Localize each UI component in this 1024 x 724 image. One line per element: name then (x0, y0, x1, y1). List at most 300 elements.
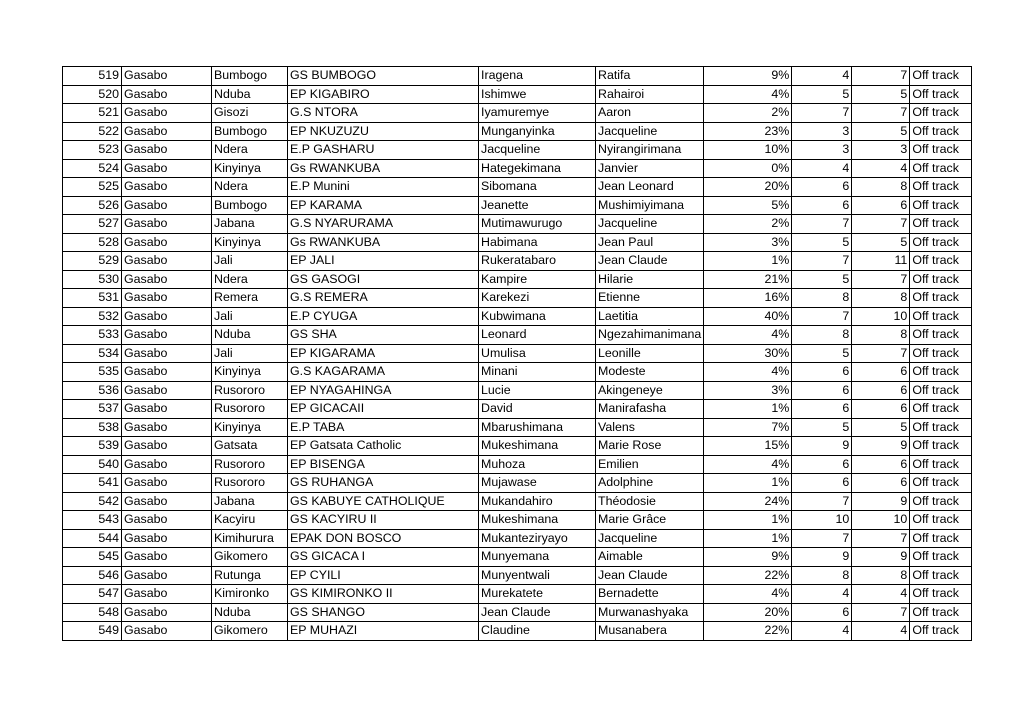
value-a-cell: 4 (792, 585, 852, 604)
row-number-cell: 521 (63, 104, 122, 123)
status-cell: Off track (910, 344, 972, 363)
last-name-cell: Mukandahiro (479, 492, 596, 511)
table-row (63, 215, 972, 234)
status-cell: Off track (910, 307, 972, 326)
sector-cell: Gikomero (212, 548, 288, 567)
district-cell: Gasabo (122, 215, 212, 234)
status-cell: Off track (910, 622, 972, 641)
table-row (63, 455, 972, 474)
status-cell: Off track (910, 252, 972, 271)
table-row (63, 622, 972, 641)
row-number-cell: 542 (63, 492, 122, 511)
row-number-cell: 523 (63, 141, 122, 160)
first-name-cell: Modeste (596, 363, 704, 382)
value-b-cell: 7 (852, 215, 910, 234)
value-b-cell: 8 (852, 326, 910, 345)
sector-cell: Jabana (212, 492, 288, 511)
last-name-cell: Leonard (479, 326, 596, 345)
value-b-cell: 7 (852, 603, 910, 622)
value-a-cell: 6 (792, 455, 852, 474)
table-row (63, 289, 972, 308)
percentage-cell: 20% (704, 603, 792, 622)
percentage-cell: 23% (704, 122, 792, 141)
percentage-cell: 22% (704, 566, 792, 585)
school-name-cell: Gs RWANKUBA (288, 159, 479, 178)
row-number-cell: 538 (63, 418, 122, 437)
first-name-cell: Jacqueline (596, 529, 704, 548)
last-name-cell: Mukeshimana (479, 511, 596, 530)
first-name-cell: Jacqueline (596, 215, 704, 234)
status-cell: Off track (910, 196, 972, 215)
row-number-cell: 525 (63, 178, 122, 197)
school-name-cell: G.S KAGARAMA (288, 363, 479, 382)
value-a-cell: 5 (792, 418, 852, 437)
school-name-cell: E.P GASHARU (288, 141, 479, 160)
row-number-cell: 533 (63, 326, 122, 345)
sector-cell: Bumbogo (212, 67, 288, 86)
value-a-cell: 7 (792, 252, 852, 271)
status-cell: Off track (910, 363, 972, 382)
last-name-cell: Kampire (479, 270, 596, 289)
table-row (63, 603, 972, 622)
school-name-cell: GS SHANGO (288, 603, 479, 622)
value-b-cell: 3 (852, 141, 910, 160)
first-name-cell: Jean Leonard (596, 178, 704, 197)
value-b-cell: 9 (852, 437, 910, 456)
district-cell: Gasabo (122, 344, 212, 363)
district-cell: Gasabo (122, 104, 212, 123)
percentage-cell: 1% (704, 529, 792, 548)
school-name-cell: G.S REMERA (288, 289, 479, 308)
value-b-cell: 5 (852, 233, 910, 252)
status-cell: Off track (910, 326, 972, 345)
table-row (63, 548, 972, 567)
last-name-cell: Sibomana (479, 178, 596, 197)
value-a-cell: 9 (792, 548, 852, 567)
table-row (63, 418, 972, 437)
school-name-cell: GS GASOGI (288, 270, 479, 289)
row-number-cell: 549 (63, 622, 122, 641)
district-cell: Gasabo (122, 474, 212, 493)
value-b-cell: 7 (852, 67, 910, 86)
percentage-cell: 15% (704, 437, 792, 456)
sector-cell: Kinyinya (212, 363, 288, 382)
row-number-cell: 534 (63, 344, 122, 363)
first-name-cell: Etienne (596, 289, 704, 308)
status-cell: Off track (910, 529, 972, 548)
school-name-cell: Gs RWANKUBA (288, 233, 479, 252)
status-cell: Off track (910, 381, 972, 400)
status-cell: Off track (910, 511, 972, 530)
school-name-cell: EP KIGARAMA (288, 344, 479, 363)
table-row (63, 326, 972, 345)
row-number-cell: 535 (63, 363, 122, 382)
first-name-cell: Ngezahimanimana (596, 326, 704, 345)
district-cell: Gasabo (122, 307, 212, 326)
row-number-cell: 522 (63, 122, 122, 141)
value-a-cell: 5 (792, 85, 852, 104)
first-name-cell: Mushimiyimana (596, 196, 704, 215)
row-number-cell: 527 (63, 215, 122, 234)
district-cell: Gasabo (122, 400, 212, 419)
first-name-cell: Jean Paul (596, 233, 704, 252)
sector-cell: Kinyinya (212, 418, 288, 437)
school-name-cell: EP BISENGA (288, 455, 479, 474)
table-row (63, 566, 972, 585)
first-name-cell: Aimable (596, 548, 704, 567)
value-a-cell: 7 (792, 492, 852, 511)
sector-cell: Jali (212, 307, 288, 326)
percentage-cell: 3% (704, 381, 792, 400)
district-cell: Gasabo (122, 492, 212, 511)
district-cell: Gasabo (122, 159, 212, 178)
status-cell: Off track (910, 603, 972, 622)
percentage-cell: 4% (704, 85, 792, 104)
row-number-cell: 520 (63, 85, 122, 104)
first-name-cell: Adolphine (596, 474, 704, 493)
sector-cell: Jabana (212, 215, 288, 234)
first-name-cell: Ratifa (596, 67, 704, 86)
value-b-cell: 6 (852, 455, 910, 474)
percentage-cell: 22% (704, 622, 792, 641)
percentage-cell: 1% (704, 400, 792, 419)
school-name-cell: EP JALI (288, 252, 479, 271)
percentage-cell: 2% (704, 215, 792, 234)
status-cell: Off track (910, 104, 972, 123)
value-a-cell: 7 (792, 104, 852, 123)
row-number-cell: 547 (63, 585, 122, 604)
table-row (63, 141, 972, 160)
first-name-cell: Leonille (596, 344, 704, 363)
percentage-cell: 7% (704, 418, 792, 437)
row-number-cell: 536 (63, 381, 122, 400)
first-name-cell: Akingeneye (596, 381, 704, 400)
last-name-cell: Hategekimana (479, 159, 596, 178)
district-cell: Gasabo (122, 141, 212, 160)
school-name-cell: E.P Munini (288, 178, 479, 197)
table-row (63, 307, 972, 326)
sector-cell: Rusororo (212, 455, 288, 474)
first-name-cell: Musanabera (596, 622, 704, 641)
row-number-cell: 537 (63, 400, 122, 419)
value-a-cell: 5 (792, 270, 852, 289)
row-number-cell: 541 (63, 474, 122, 493)
value-a-cell: 6 (792, 178, 852, 197)
value-b-cell: 7 (852, 270, 910, 289)
district-cell: Gasabo (122, 196, 212, 215)
percentage-cell: 4% (704, 455, 792, 474)
table-row (63, 511, 972, 530)
last-name-cell: Iyamuremye (479, 104, 596, 123)
last-name-cell: Munyemana (479, 548, 596, 567)
last-name-cell: Claudine (479, 622, 596, 641)
percentage-cell: 20% (704, 178, 792, 197)
school-name-cell: EP Gatsata Catholic (288, 437, 479, 456)
row-number-cell: 528 (63, 233, 122, 252)
sector-cell: Ndera (212, 270, 288, 289)
value-b-cell: 9 (852, 548, 910, 567)
last-name-cell: Karekezi (479, 289, 596, 308)
status-cell: Off track (910, 437, 972, 456)
school-name-cell: EP GICACAII (288, 400, 479, 419)
sector-cell: Kimironko (212, 585, 288, 604)
row-number-cell: 539 (63, 437, 122, 456)
sector-cell: Nduba (212, 85, 288, 104)
percentage-cell: 1% (704, 511, 792, 530)
status-cell: Off track (910, 215, 972, 234)
last-name-cell: Mujawase (479, 474, 596, 493)
school-name-cell: GS KABUYE CATHOLIQUE (288, 492, 479, 511)
percentage-cell: 9% (704, 548, 792, 567)
value-a-cell: 7 (792, 529, 852, 548)
table-row (63, 381, 972, 400)
last-name-cell: Jacqueline (479, 141, 596, 160)
value-b-cell: 10 (852, 307, 910, 326)
value-a-cell: 6 (792, 363, 852, 382)
value-a-cell: 6 (792, 603, 852, 622)
sector-cell: Bumbogo (212, 122, 288, 141)
percentage-cell: 21% (704, 270, 792, 289)
table-row (63, 344, 972, 363)
row-number-cell: 544 (63, 529, 122, 548)
value-a-cell: 4 (792, 159, 852, 178)
row-number-cell: 540 (63, 455, 122, 474)
value-a-cell: 6 (792, 196, 852, 215)
value-a-cell: 4 (792, 622, 852, 641)
status-cell: Off track (910, 159, 972, 178)
table-row (63, 270, 972, 289)
district-cell: Gasabo (122, 418, 212, 437)
row-number-cell: 531 (63, 289, 122, 308)
value-b-cell: 6 (852, 196, 910, 215)
percentage-cell: 16% (704, 289, 792, 308)
percentage-cell: 30% (704, 344, 792, 363)
status-cell: Off track (910, 455, 972, 474)
table-row (63, 474, 972, 493)
percentage-cell: 24% (704, 492, 792, 511)
percentage-cell: 2% (704, 104, 792, 123)
percentage-cell: 3% (704, 233, 792, 252)
sector-cell: Ndera (212, 141, 288, 160)
value-b-cell: 10 (852, 511, 910, 530)
school-name-cell: EP KARAMA (288, 196, 479, 215)
sector-cell: Rusororo (212, 381, 288, 400)
value-a-cell: 7 (792, 215, 852, 234)
value-b-cell: 9 (852, 492, 910, 511)
first-name-cell: Laetitia (596, 307, 704, 326)
last-name-cell: Mukeshimana (479, 437, 596, 456)
table-row (63, 178, 972, 197)
table-body (63, 67, 972, 641)
status-cell: Off track (910, 289, 972, 308)
table-row (63, 492, 972, 511)
school-name-cell: GS GICACA I (288, 548, 479, 567)
value-b-cell: 4 (852, 622, 910, 641)
school-name-cell: GS BUMBOGO (288, 67, 479, 86)
first-name-cell: Jacqueline (596, 122, 704, 141)
last-name-cell: David (479, 400, 596, 419)
value-a-cell: 6 (792, 381, 852, 400)
value-b-cell: 7 (852, 344, 910, 363)
first-name-cell: Bernadette (596, 585, 704, 604)
last-name-cell: Habimana (479, 233, 596, 252)
table-row (63, 400, 972, 419)
district-cell: Gasabo (122, 122, 212, 141)
table-row (63, 196, 972, 215)
percentage-cell: 1% (704, 252, 792, 271)
last-name-cell: Umulisa (479, 344, 596, 363)
value-a-cell: 3 (792, 122, 852, 141)
last-name-cell: Lucie (479, 381, 596, 400)
first-name-cell: Jean Claude (596, 566, 704, 585)
table-row (63, 585, 972, 604)
sector-cell: Nduba (212, 326, 288, 345)
percentage-cell: 0% (704, 159, 792, 178)
status-cell: Off track (910, 566, 972, 585)
table-row (63, 529, 972, 548)
row-number-cell: 546 (63, 566, 122, 585)
first-name-cell: Valens (596, 418, 704, 437)
first-name-cell: Marie Grâce (596, 511, 704, 530)
row-number-cell: 532 (63, 307, 122, 326)
row-number-cell: 548 (63, 603, 122, 622)
table-row (63, 122, 972, 141)
status-cell: Off track (910, 418, 972, 437)
status-cell: Off track (910, 233, 972, 252)
last-name-cell: Mutimawurugo (479, 215, 596, 234)
value-b-cell: 4 (852, 585, 910, 604)
value-b-cell: 8 (852, 289, 910, 308)
value-a-cell: 8 (792, 289, 852, 308)
value-b-cell: 7 (852, 529, 910, 548)
percentage-cell: 10% (704, 141, 792, 160)
first-name-cell: Aaron (596, 104, 704, 123)
percentage-cell: 4% (704, 326, 792, 345)
last-name-cell: Mukanteziryayo (479, 529, 596, 548)
row-number-cell: 543 (63, 511, 122, 530)
value-b-cell: 4 (852, 159, 910, 178)
last-name-cell: Iragena (479, 67, 596, 86)
last-name-cell: Murekatete (479, 585, 596, 604)
district-cell: Gasabo (122, 529, 212, 548)
sector-cell: Gikomero (212, 622, 288, 641)
value-a-cell: 7 (792, 307, 852, 326)
district-cell: Gasabo (122, 603, 212, 622)
district-cell: Gasabo (122, 437, 212, 456)
sector-cell: Rusororo (212, 474, 288, 493)
first-name-cell: Manirafasha (596, 400, 704, 419)
district-cell: Gasabo (122, 363, 212, 382)
table-row (63, 233, 972, 252)
sector-cell: Remera (212, 289, 288, 308)
district-cell: Gasabo (122, 585, 212, 604)
last-name-cell: Jeanette (479, 196, 596, 215)
status-cell: Off track (910, 122, 972, 141)
table-row (63, 159, 972, 178)
table-row (63, 67, 972, 86)
sector-cell: Gisozi (212, 104, 288, 123)
school-name-cell: GS RUHANGA (288, 474, 479, 493)
first-name-cell: Théodosie (596, 492, 704, 511)
last-name-cell: Munyentwali (479, 566, 596, 585)
first-name-cell: Nyirangirimana (596, 141, 704, 160)
value-b-cell: 5 (852, 122, 910, 141)
district-cell: Gasabo (122, 289, 212, 308)
value-a-cell: 8 (792, 326, 852, 345)
value-b-cell: 8 (852, 178, 910, 197)
value-b-cell: 6 (852, 363, 910, 382)
sector-cell: Nduba (212, 603, 288, 622)
school-name-cell: E.P TABA (288, 418, 479, 437)
last-name-cell: Ishimwe (479, 85, 596, 104)
row-number-cell: 526 (63, 196, 122, 215)
status-cell: Off track (910, 67, 972, 86)
district-cell: Gasabo (122, 252, 212, 271)
percentage-cell: 40% (704, 307, 792, 326)
sector-cell: Bumbogo (212, 196, 288, 215)
first-name-cell: Jean Claude (596, 252, 704, 271)
status-cell: Off track (910, 548, 972, 567)
last-name-cell: Kubwimana (479, 307, 596, 326)
sector-cell: Rutunga (212, 566, 288, 585)
district-cell: Gasabo (122, 326, 212, 345)
table-row (63, 85, 972, 104)
district-cell: Gasabo (122, 511, 212, 530)
value-b-cell: 5 (852, 85, 910, 104)
row-number-cell: 524 (63, 159, 122, 178)
last-name-cell: Rukeratabaro (479, 252, 596, 271)
sector-cell: Kinyinya (212, 233, 288, 252)
sector-cell: Ndera (212, 178, 288, 197)
first-name-cell: Hilarie (596, 270, 704, 289)
district-cell: Gasabo (122, 381, 212, 400)
district-cell: Gasabo (122, 455, 212, 474)
sector-cell: Jali (212, 252, 288, 271)
first-name-cell: Emilien (596, 455, 704, 474)
status-cell: Off track (910, 85, 972, 104)
district-cell: Gasabo (122, 270, 212, 289)
value-a-cell: 6 (792, 400, 852, 419)
last-name-cell: Jean Claude (479, 603, 596, 622)
first-name-cell: Murwanashyaka (596, 603, 704, 622)
first-name-cell: Janvier (596, 159, 704, 178)
school-name-cell: GS SHA (288, 326, 479, 345)
school-name-cell: GS KIMIRONKO II (288, 585, 479, 604)
district-cell: Gasabo (122, 178, 212, 197)
value-b-cell: 7 (852, 104, 910, 123)
sector-cell: Kinyinya (212, 159, 288, 178)
value-b-cell: 6 (852, 474, 910, 493)
value-a-cell: 9 (792, 437, 852, 456)
status-cell: Off track (910, 270, 972, 289)
district-cell: Gasabo (122, 233, 212, 252)
sector-cell: Jali (212, 344, 288, 363)
value-a-cell: 10 (792, 511, 852, 530)
value-a-cell: 8 (792, 566, 852, 585)
school-name-cell: EP NYAGAHINGA (288, 381, 479, 400)
school-name-cell: G.S NTORA (288, 104, 479, 123)
value-b-cell: 6 (852, 400, 910, 419)
sector-cell: Rusororo (212, 400, 288, 419)
value-a-cell: 5 (792, 233, 852, 252)
value-b-cell: 5 (852, 418, 910, 437)
value-b-cell: 11 (852, 252, 910, 271)
district-cell: Gasabo (122, 566, 212, 585)
school-name-cell: GS KACYIRU II (288, 511, 479, 530)
status-cell: Off track (910, 400, 972, 419)
last-name-cell: Mbarushimana (479, 418, 596, 437)
sector-cell: Gatsata (212, 437, 288, 456)
